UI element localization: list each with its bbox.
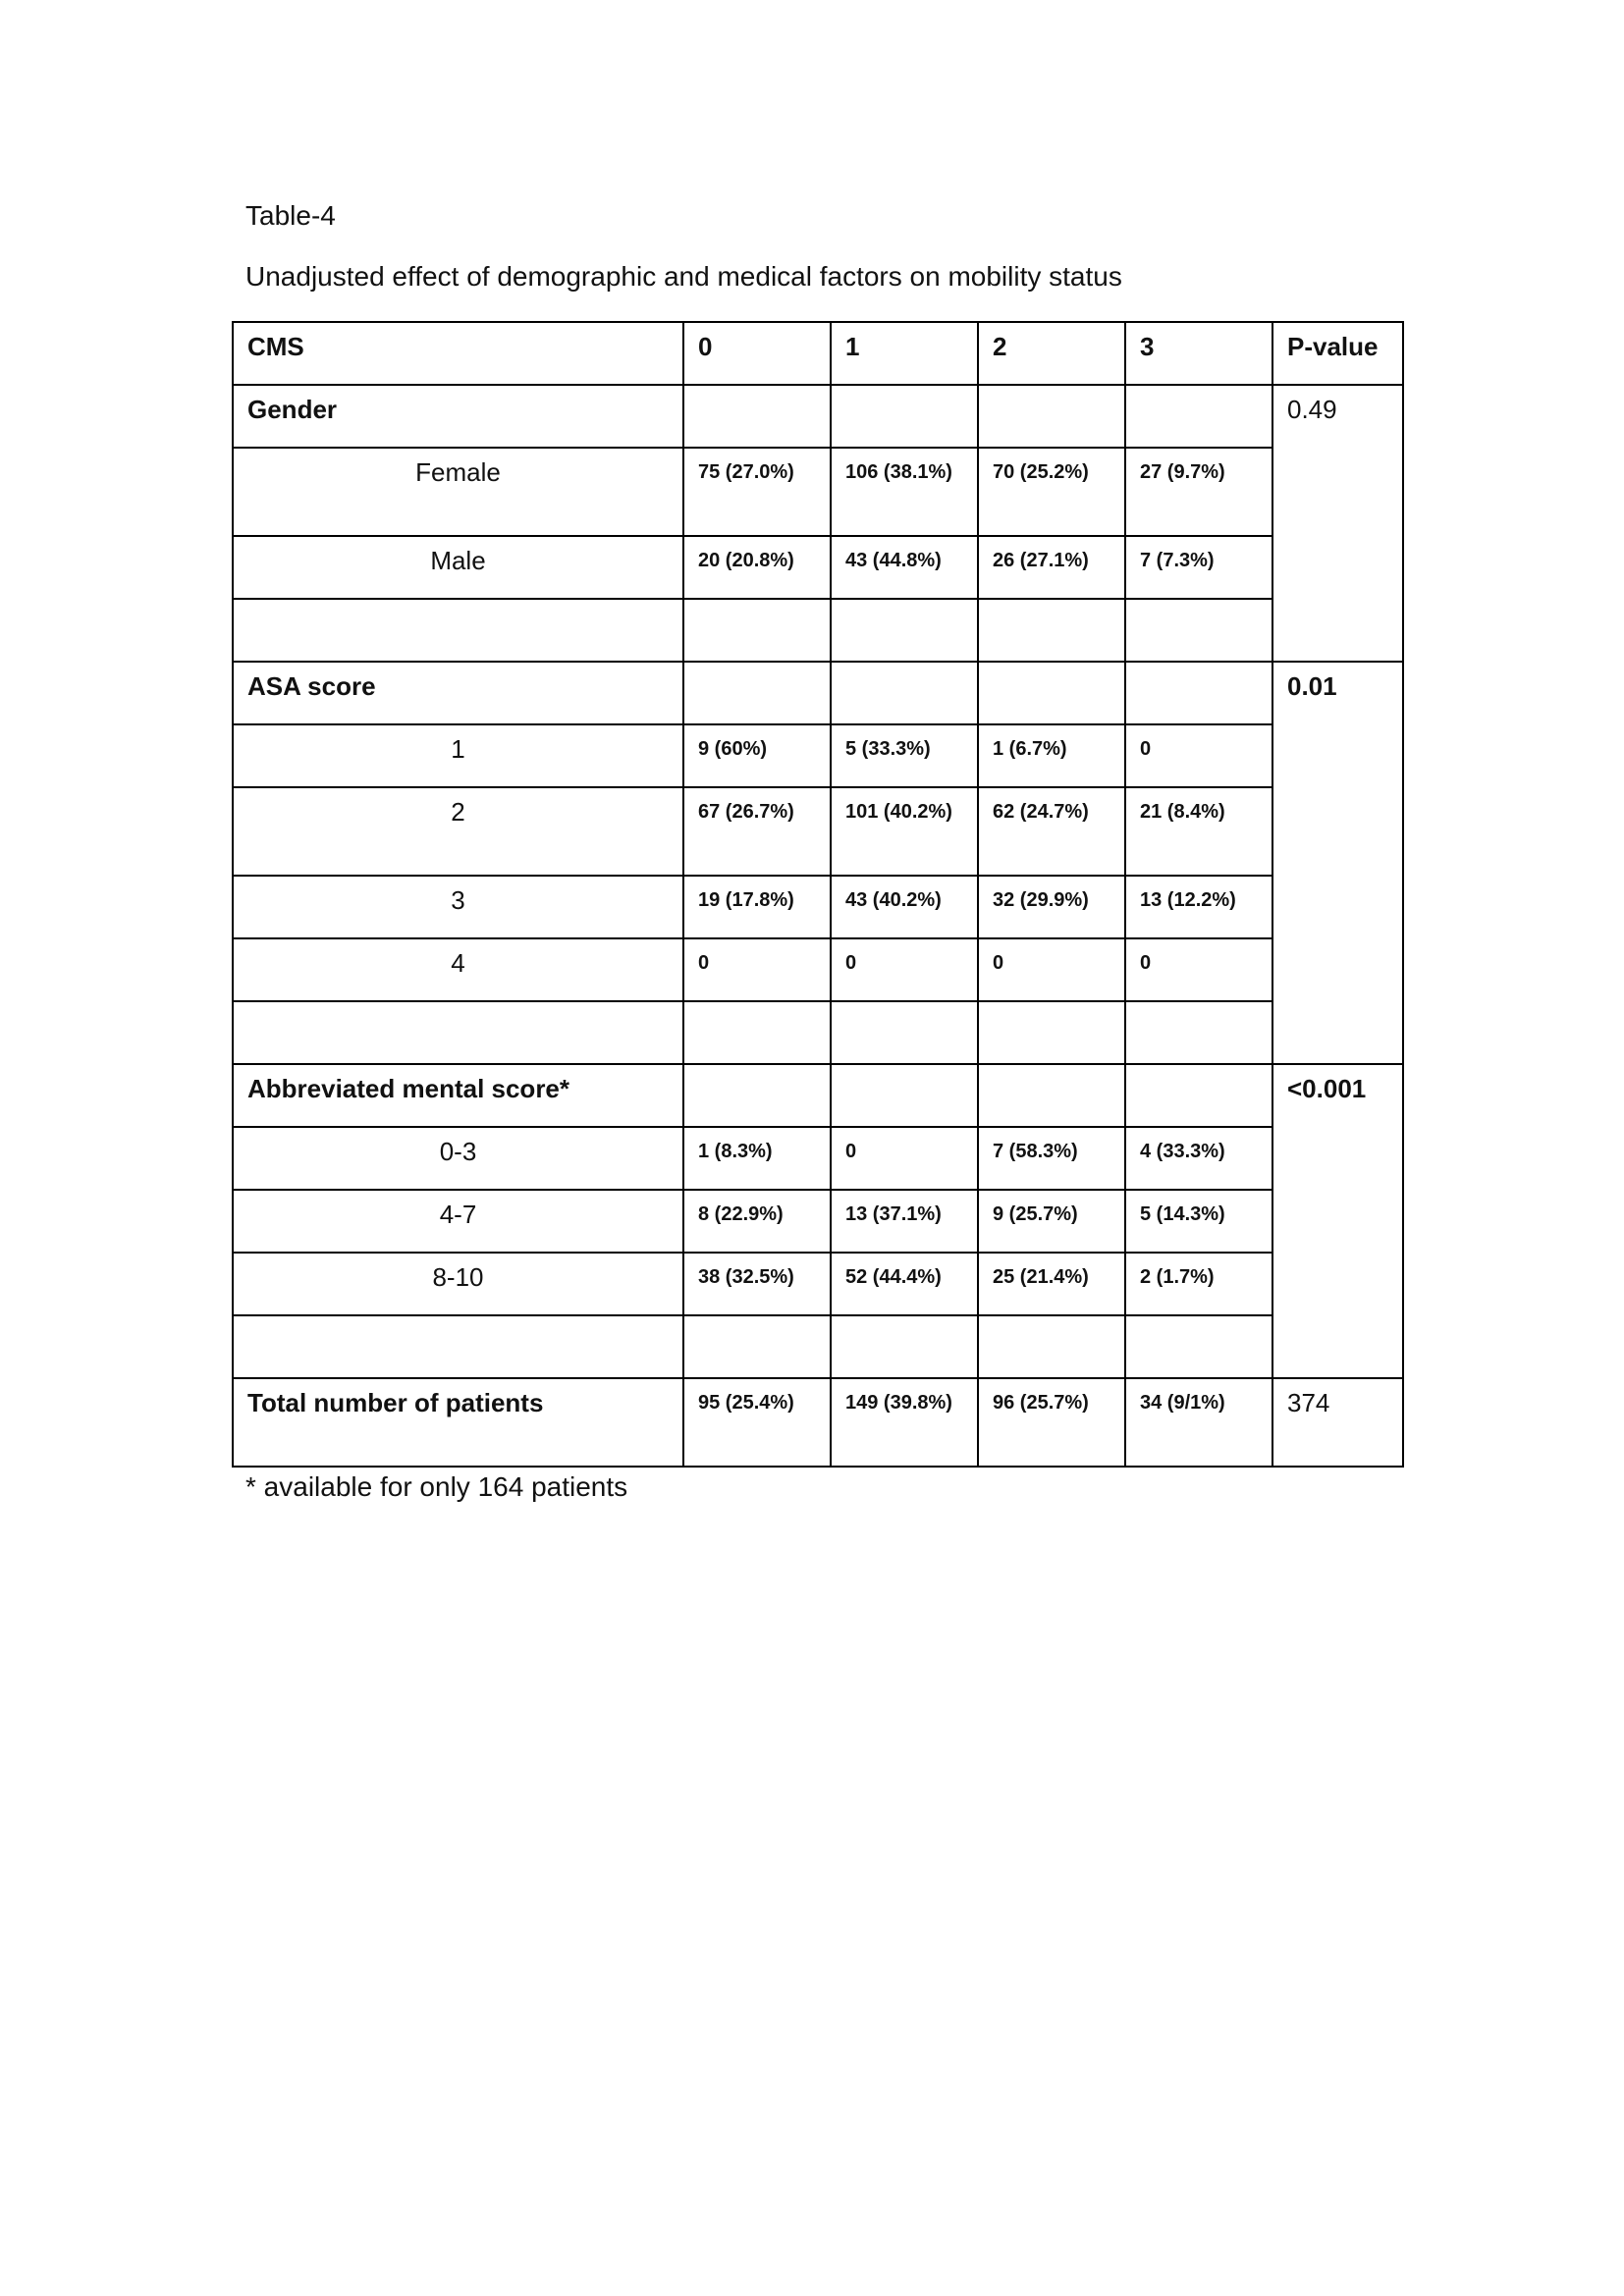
empty-cell xyxy=(978,1064,1125,1127)
empty-cell xyxy=(683,662,831,724)
value-cell: 70 (25.2%) xyxy=(978,448,1125,536)
table-row xyxy=(233,724,1403,787)
table-row xyxy=(233,1064,1403,1127)
table-row xyxy=(233,536,1403,599)
value-cell: 0 xyxy=(831,1127,978,1190)
value-cell: 1 (8.3%) xyxy=(683,1127,831,1190)
value-cell: 0 xyxy=(1125,938,1272,1001)
group-label-gender: Gender xyxy=(233,385,683,448)
total-patients: 374 xyxy=(1272,1378,1403,1467)
row-label: 4-7 xyxy=(233,1190,683,1253)
empty-cell xyxy=(233,1315,683,1378)
empty-cell xyxy=(683,599,831,662)
value-cell: 19 (17.8%) xyxy=(683,876,831,938)
row-label: 1 xyxy=(233,724,683,787)
empty-cell xyxy=(831,662,978,724)
row-label: 8-10 xyxy=(233,1253,683,1315)
table-row xyxy=(233,1190,1403,1253)
row-label: 4 xyxy=(233,938,683,1001)
pvalue-gender: 0.49 xyxy=(1272,385,1403,662)
row-label: 3 xyxy=(233,876,683,938)
value-cell: 38 (32.5%) xyxy=(683,1253,831,1315)
group-label-ams: Abbreviated mental score* xyxy=(233,1064,683,1127)
empty-cell xyxy=(1125,662,1272,724)
value-cell: 8 (22.9%) xyxy=(683,1190,831,1253)
header-col-2: 2 xyxy=(978,322,1125,385)
value-cell: 101 (40.2%) xyxy=(831,787,978,876)
value-cell: 7 (7.3%) xyxy=(1125,536,1272,599)
table-row xyxy=(233,662,1403,724)
value-cell: 5 (33.3%) xyxy=(831,724,978,787)
empty-cell xyxy=(1125,1064,1272,1127)
value-cell: 13 (37.1%) xyxy=(831,1190,978,1253)
table-row xyxy=(233,1253,1403,1315)
value-cell: 0 xyxy=(683,938,831,1001)
empty-cell xyxy=(978,599,1125,662)
value-cell: 4 (33.3%) xyxy=(1125,1127,1272,1190)
header-pvalue: P-value xyxy=(1272,322,1403,385)
empty-cell xyxy=(831,385,978,448)
value-cell: 9 (25.7%) xyxy=(978,1190,1125,1253)
empty-cell xyxy=(233,599,683,662)
value-cell: 149 (39.8%) xyxy=(831,1378,978,1467)
pvalue-asa: 0.01 xyxy=(1272,662,1403,1064)
value-cell: 75 (27.0%) xyxy=(683,448,831,536)
value-cell: 96 (25.7%) xyxy=(978,1378,1125,1467)
row-label: Male xyxy=(233,536,683,599)
empty-cell xyxy=(831,599,978,662)
value-cell: 7 (58.3%) xyxy=(978,1127,1125,1190)
table-header-row xyxy=(233,322,1403,385)
empty-cell xyxy=(831,1315,978,1378)
value-cell: 5 (14.3%) xyxy=(1125,1190,1272,1253)
empty-cell xyxy=(683,385,831,448)
header-col-0: 0 xyxy=(683,322,831,385)
table-footnote: * available for only 164 patients xyxy=(245,1471,628,1502)
value-cell: 32 (29.9%) xyxy=(978,876,1125,938)
value-cell: 21 (8.4%) xyxy=(1125,787,1272,876)
value-cell: 9 (60%) xyxy=(683,724,831,787)
value-cell: 95 (25.4%) xyxy=(683,1378,831,1467)
value-cell: 106 (38.1%) xyxy=(831,448,978,536)
value-cell: 43 (44.8%) xyxy=(831,536,978,599)
row-label: Female xyxy=(233,448,683,536)
table-row xyxy=(233,876,1403,938)
header-col-1: 1 xyxy=(831,322,978,385)
empty-cell xyxy=(1125,1001,1272,1064)
spacer-row xyxy=(233,1315,1403,1378)
table-row xyxy=(233,448,1403,536)
total-label: Total number of patients xyxy=(233,1378,683,1467)
empty-cell xyxy=(1125,385,1272,448)
spacer-row xyxy=(233,599,1403,662)
empty-cell xyxy=(978,1001,1125,1064)
row-label: 2 xyxy=(233,787,683,876)
empty-cell xyxy=(831,1001,978,1064)
empty-cell xyxy=(683,1064,831,1127)
spacer-row xyxy=(233,1001,1403,1064)
value-cell: 1 (6.7%) xyxy=(978,724,1125,787)
value-cell: 27 (9.7%) xyxy=(1125,448,1272,536)
value-cell: 2 (1.7%) xyxy=(1125,1253,1272,1315)
mobility-status-table xyxy=(232,321,1404,1468)
value-cell: 52 (44.4%) xyxy=(831,1253,978,1315)
table-row xyxy=(233,787,1403,876)
empty-cell xyxy=(683,1315,831,1378)
table-number: Table-4 xyxy=(245,200,336,231)
value-cell: 0 xyxy=(1125,724,1272,787)
table-row xyxy=(233,1127,1403,1190)
value-cell: 43 (40.2%) xyxy=(831,876,978,938)
value-cell: 25 (21.4%) xyxy=(978,1253,1125,1315)
value-cell: 67 (26.7%) xyxy=(683,787,831,876)
value-cell: 34 (9/1%) xyxy=(1125,1378,1272,1467)
value-cell: 0 xyxy=(978,938,1125,1001)
empty-cell xyxy=(978,385,1125,448)
value-cell: 20 (20.8%) xyxy=(683,536,831,599)
empty-cell xyxy=(233,1001,683,1064)
value-cell: 13 (12.2%) xyxy=(1125,876,1272,938)
row-label: 0-3 xyxy=(233,1127,683,1190)
empty-cell xyxy=(831,1064,978,1127)
value-cell: 62 (24.7%) xyxy=(978,787,1125,876)
empty-cell xyxy=(978,662,1125,724)
pvalue-ams: <0.001 xyxy=(1272,1064,1403,1378)
total-row xyxy=(233,1378,1403,1467)
table-caption: Unadjusted effect of demographic and medical factors on mobility status xyxy=(245,261,1122,292)
value-cell: 0 xyxy=(831,938,978,1001)
group-label-asa: ASA score xyxy=(233,662,683,724)
empty-cell xyxy=(978,1315,1125,1378)
empty-cell xyxy=(1125,1315,1272,1378)
empty-cell xyxy=(683,1001,831,1064)
empty-cell xyxy=(1125,599,1272,662)
table-row xyxy=(233,938,1403,1001)
value-cell: 26 (27.1%) xyxy=(978,536,1125,599)
header-cms: CMS xyxy=(233,322,683,385)
table-row xyxy=(233,385,1403,448)
header-col-3: 3 xyxy=(1125,322,1272,385)
